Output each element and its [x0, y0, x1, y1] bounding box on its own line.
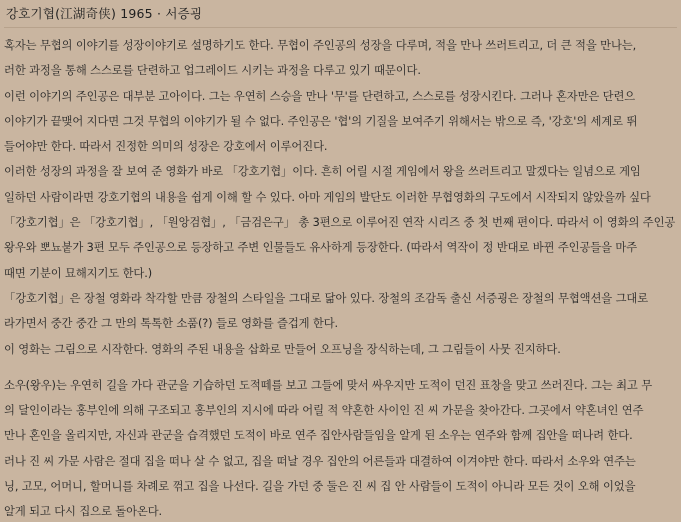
- paragraph: 「강호기협」은 장철 영화라 착각할 만큼 장철의 스타일을 그대로 닮아 있다. 장철의 조감독 출신 서증굉은 장철의 무협액션을 그대로: [4, 291, 649, 305]
- paragraph: 때면 기분이 묘해지기도 한다.): [4, 266, 153, 280]
- paragraph: 러나 진 씨 가문 사람은 절대 집을 떠나 살 수 없고, 집을 떠날 경우 집안의 어른들과 대결하여 이겨야만 한다. 따라서 소우와 연주는: [4, 454, 636, 468]
- paragraph: 왕우와 뽀뇨붙가 3편 모두 주인공으로 등장하고 주변 인물들도 유사하게 등장한다. (따라서 역작이 정 반대로 바뀐 주인공들을 마주: [4, 241, 638, 255]
- section-gap: [4, 366, 677, 377]
- paragraph: 혹자는 무협의 이야기를 성장이야기로 설명하기도 한다. 무협이 주인공의 성장을 다루며, 적을 만나 쓰러트리고, 더 큰 적을 만나는,: [4, 39, 637, 52]
- document-body: [4, 37, 677, 522]
- paragraph: 이 영화는 그림으로 시작한다. 영화의 주된 내용을 삽화로 만들어 오프닝을 장식하는데, 그 그림들이 사뭇 진지하다.: [4, 342, 561, 356]
- paragraph: 만나 혼인을 올리지만, 자신과 관군을 습격했던 도적이 바로 연주 집안사람들임을 알게 된 소우는 연주와 함께 집안을 떠나려 한다.: [4, 429, 633, 443]
- paragraph: 알게 되고 다시 집으로 돌아온다.: [4, 505, 163, 519]
- paragraph: 「강호기협」은 「강호기협」, 「원앙검협」, 「금검은구」 총 3편으로 이루어진 연작 시리즈 중 첫 번째 편이다. 따라서 이 영화의 주인공: [4, 216, 676, 230]
- paragraph: 이러한 성장의 과정을 잘 보여 준 영화가 바로 「강호기협」이다. 흔히 어릴 시절 게임에서 왕을 쓰러트리고 말겠다는 일념으로 게임: [4, 165, 641, 179]
- paragraph: 의 달인이라는 홍부인에 의해 구조되고 홍부인의 지시에 따라 어릴 적 약혼한 사이인 진 씨 가문을 찾아간다. 그곳에서 약혼녀인 연주: [4, 404, 644, 418]
- paragraph: 라가면서 중간 중간 그 만의 톡톡한 소품(?) 들로 영화를 즐겁게 한다.: [4, 317, 339, 331]
- paragraph: 일하던 사람이라면 강호기협의 내용을 쉽게 이해 할 수 있다. 아마 게임의 발단도 이러한 무협영화의 구도에서 시작되지 않았을까 싶다: [4, 190, 651, 204]
- paragraph: 이런 이야기의 주인공은 대부분 고아이다. 그는 우연히 스승을 만나 '무'를 단련하고, 스스로를 성장시킨다. 그러나 혼자만은 단련으: [4, 89, 636, 103]
- paragraph: 이야기가 끝맺어 지다면 그것 무협의 이야기가 될 수 없다. 주인공은 '협'의 기질을 보여주기 위해서는 밖으로 즉, '강호'의 세계로 뛰: [4, 114, 638, 128]
- paragraph: 러한 과정을 통해 스스로를 단련하고 업그레이드 시키는 과정을 다루고 있기 때문이다.: [4, 64, 421, 78]
- paragraph: 들어야만 한다. 따라서 진정한 의미의 성장은 강호에서 이루어진다.: [4, 140, 328, 154]
- paragraph: 소우(왕우)는 우연히 길을 가다 관군을 기습하던 도적떼를 보고 그들에 맞서 싸우지만 도적이 던진 표창을 맞고 쓰러진다. 그는 최고 무: [4, 378, 653, 392]
- page-title: 강호기협(江湖奇侠) 1965 · 서증굉: [6, 6, 203, 21]
- title-divider: [4, 27, 677, 28]
- paragraph: 닝, 고모, 어머니, 할머니를 차례로 꺾고 집을 나선다. 길을 가던 중 둘은 진 씨 집 안 사람들이 도적이 아니라 모든 것이 오해 이었을: [4, 480, 636, 494]
